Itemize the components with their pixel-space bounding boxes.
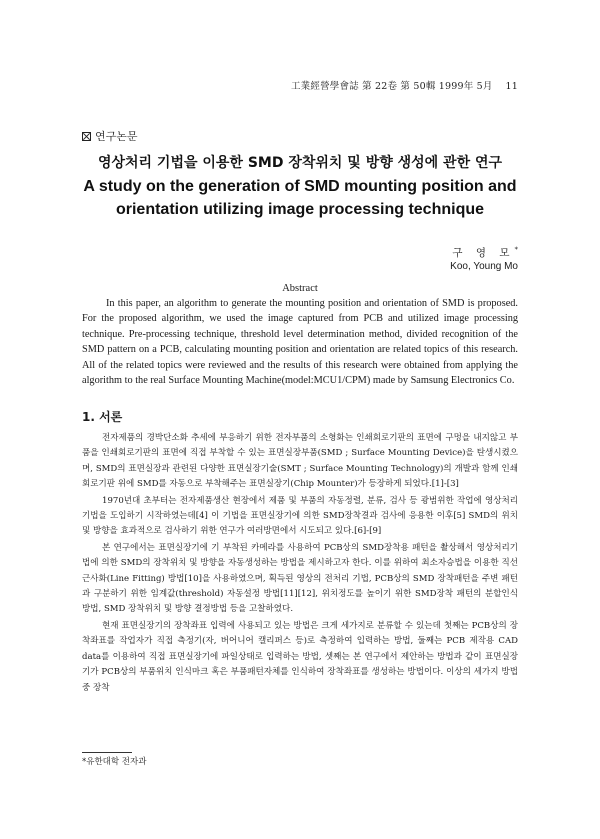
author-korean-name: 구 영 모 [452,247,515,259]
journal-citation: 工業經營學會誌 第 22卷 第 50輯 1999年 5月 [290,81,493,92]
footnote-divider [82,752,132,753]
title-english [0,175,600,221]
abstract-heading: Abstract [282,283,318,294]
abstract-text: In this paper, an algorithm to generate the mounting position and orientation of SMD is proposed. For the proposed algorithm, we used the image captured from PCB and utilized image processing technique. Pre-processing technique, threshold level determination method, divided recognition of the SMD pattern on a PCB, calculating mounting position and orientation are related topics of this research. All of the related topics were reviewed and the results of this research were obtained from applying the algorithm to the real Surface Mounting Machine(model:MCU1/CPM) made by Samsung Electronics Co. [82,298,518,387]
checkbox-x-icon [82,132,91,141]
footnote: *유한대학 전자과 [82,757,147,767]
running-header [291,78,518,92]
introduction-body [82,431,518,697]
author-korean [452,245,518,260]
author-english: Koo, Young Mo [450,261,518,272]
section-tag-label: 연구논문 [95,130,138,143]
paragraph: 본 연구에서는 표면실장기에 기 부착된 카메라를 사용하여 PCB상의 SMD장착용 패턴을 촬상해서 영상처리기법에 의한 SMD의 장착위치 및 방향을 자동생성하는 방법을 제시하고자 한다. 이를 위하여 최소자승법을 이용한 직선 근사화(Line Fitting) 방법[10]을 사용하였으며, 획득된 영상의 전처리 기법, PCB상의 SMD 장착패턴을 주변 패턴과 구분하기 위한 임계값(threshold) 자동설정 방법[11][12], 위치정도를 높이기 위한 SMD장착 패턴의 분할인식 방법, SMD 장착위치 및 방향 결정방법 등을 고찰하였다. [82,542,518,615]
paragraph: 1970년대 초부터는 전자제품생산 현장에서 제품 및 부품의 자동정렬, 분류, 검사 등 광범위한 작업에 영상처리기법을 도입하기 시작하였는데[4] 이 기법을 표면실장기에 의한 SMD장착결과 검사에 응용한 이후[5] SMD의 위치 및 방향을 효과적으로 검사하기 위한 연구가 여러방면에서 시도되고 있다.[6]-[9] [82,495,518,537]
title-english-line-2: orientation utilizing image processing technique [115,201,485,218]
paragraph: 전자제품의 경박단소화 추세에 부응하기 위한 전자부품의 소형화는 인쇄회로기판의 표면에 구멍을 내지않고 부품을 인쇄회로기판의 표면에 직접 부착할 수 있는 표면실장부품(SMD ; Surface Mounting Device)을 탄생시켰으며, SMD의 표면실장과 관련된 다양한 표면실장기술(SMT ; Surface Mounting Technology)의 개발과 함께 인쇄회로기판 위에 SMD를 자동으로 부착해주는 표면실장기(Chip Mounter)가 등장하게 되었다.[1]-[3] [82,433,518,490]
section-heading-introduction: 1. 서론 [82,410,123,424]
title-korean: 영상처리 기법을 이용한 SMD 장착위치 및 방향 생성에 관한 연구 [97,155,503,171]
author-marker: * [514,245,518,254]
paragraph: 현재 표면실장기의 장착좌표 입력에 사용되고 있는 방법은 크게 세가지로 분류할 수 있는데 첫째는 PCB상의 장착좌표를 작업자가 직접 측정기(자, 버어니어 캘리퍼스 등)로 측정하여 입력하는 방법, 둘째는 PCB 제작용 CAD data를 이용하여 직접 표면실장기에 파일상태로 입력하는 방법, 셋째는 본 연구에서 제안하는 방법과 같이 표면실장기가 PCB상의 부품위치 인식마크 혹은 부품패턴자체를 인식하여 장착좌표를 생성하는 방법이다. 이상의 세가지 방법중 장착 [82,620,518,693]
page-number: 11 [505,81,518,92]
section-tag [82,128,138,144]
title-english-line-1: A study on the generation of SMD mounting position and [83,178,517,195]
